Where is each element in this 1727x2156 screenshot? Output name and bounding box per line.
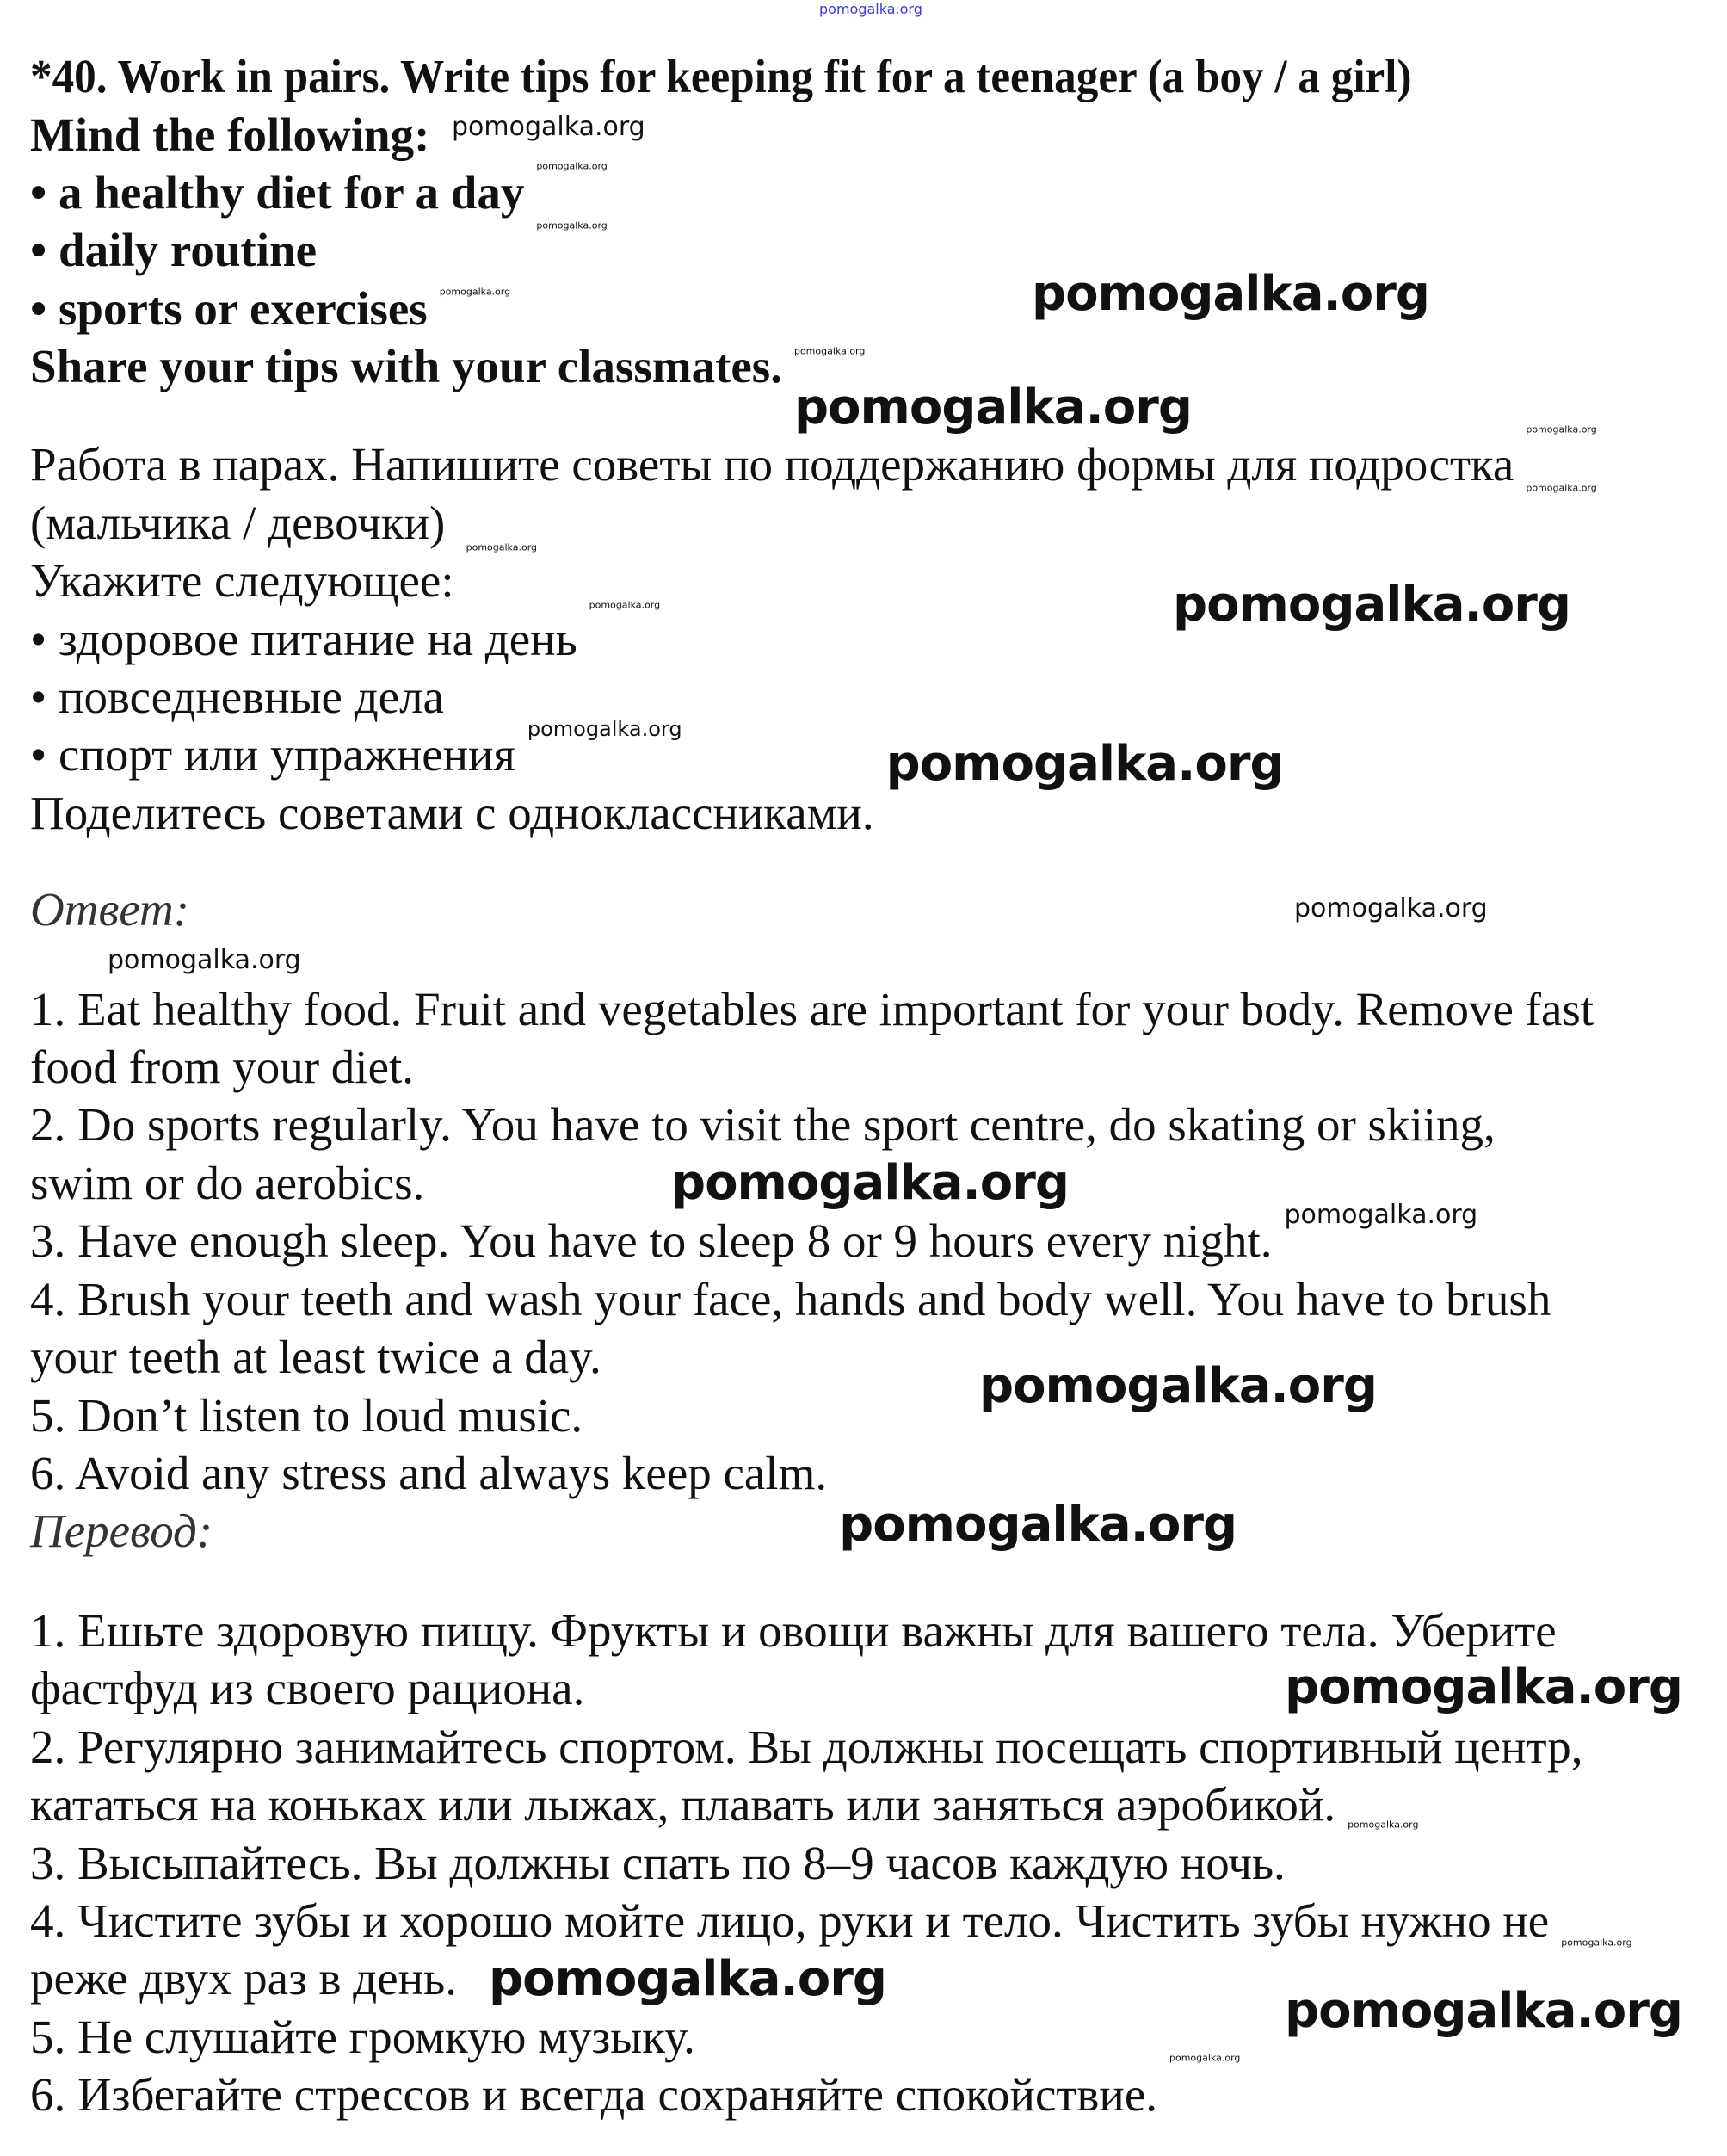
task-ru-line: • здоровое питание на день bbox=[30, 613, 577, 665]
translation-line: реже двух раз в день. bbox=[30, 1952, 457, 2005]
watermark[interactable]: pomogalka.org bbox=[819, 1, 922, 17]
translation-line: кататься на коньках или лыжах, плавать или заняться аэробикой. bbox=[30, 1778, 1336, 1831]
watermark: pomogalka.org bbox=[1285, 1659, 1682, 1715]
watermark: pomogalka.org bbox=[1294, 893, 1488, 924]
answer-label: Ответ: bbox=[30, 883, 190, 936]
task-ru-line: (мальчика / девочки) bbox=[30, 497, 446, 549]
watermark: pomogalka.org bbox=[1284, 1200, 1478, 1230]
translation-line: 3. Высыпайтесь. Вы должны спать по 8–9 часов каждую ночь. bbox=[30, 1837, 1286, 1889]
watermark: pomogalka.org bbox=[452, 112, 645, 142]
watermark: pomogalka.org bbox=[1169, 2052, 1241, 2064]
watermark: pomogalka.org bbox=[885, 736, 1284, 792]
watermark: pomogalka.org bbox=[839, 1497, 1237, 1553]
task-bullet: • sports or exercises bbox=[30, 282, 428, 335]
task-share: Share your tips with your classmates. bbox=[30, 340, 782, 392]
watermark: pomogalka.org bbox=[979, 1358, 1377, 1414]
task-bullet: • daily routine bbox=[30, 224, 318, 276]
task-title: *40. Work in pairs. Write tips for keeping fit for a teenager (a boy / a girl) bbox=[30, 50, 1412, 102]
task-ru-line: • спорт или упражнения bbox=[30, 728, 515, 781]
watermark: pomogalka.org bbox=[527, 717, 682, 741]
watermark: pomogalka.org bbox=[108, 945, 301, 975]
answer-line: 3. Have enough sleep. You have to sleep 8 or 9 hours every night. bbox=[30, 1214, 1273, 1267]
watermark: pomogalka.org bbox=[1032, 266, 1429, 322]
watermark: pomogalka.org bbox=[589, 599, 661, 611]
translation-line: фастфуд из своего рациона. bbox=[30, 1662, 585, 1714]
task-ru-line: Укажите следующее: bbox=[30, 554, 454, 607]
answer-line: 1. Eat healthy food. Fruit and vegetables are important for your body. Remove fast bbox=[30, 983, 1594, 1035]
task-mind: Mind the following: bbox=[30, 108, 430, 161]
answer-line: swim or do aerobics. bbox=[30, 1157, 425, 1209]
translation-label: Перевод: bbox=[30, 1504, 213, 1557]
answer-line: 4. Brush your teeth and wash your face, hands and body well. You have to brush bbox=[30, 1273, 1551, 1325]
answer-line: food from your diet. bbox=[30, 1041, 415, 1093]
translation-line: 1. Ешьте здоровую пищу. Фрукты и овощи важны для вашего тела. Уберите bbox=[30, 1604, 1557, 1657]
watermark: pomogalka.org bbox=[489, 1951, 886, 2007]
watermark: pomogalka.org bbox=[793, 380, 1192, 436]
watermark: pomogalka.org bbox=[1348, 1819, 1419, 1831]
task-ru-line: Поделитесь советами с одноклассниками. bbox=[30, 787, 874, 839]
watermark: pomogalka.org bbox=[1173, 577, 1570, 633]
watermark: pomogalka.org bbox=[536, 160, 608, 172]
answer-line: your teeth at least twice a day. bbox=[30, 1331, 601, 1383]
watermark: pomogalka.org bbox=[536, 219, 608, 232]
watermark: pomogalka.org bbox=[793, 345, 866, 357]
watermark: pomogalka.org bbox=[671, 1155, 1069, 1211]
answer-line: 5. Don’t listen to loud music. bbox=[30, 1389, 583, 1442]
translation-line: 2. Регулярно занимайтесь спортом. Вы должны посещать спортивный центр, bbox=[30, 1720, 1583, 1773]
translation-line: 6. Избегайте стрессов и всегда сохраняйте спокойствие. bbox=[30, 2068, 1157, 2121]
translation-line: 5. Не слушайте громкую музыку. bbox=[30, 2011, 695, 2063]
translation-line: 4. Чистите зубы и хорошо мойте лицо, руки и тело. Чистить зубы нужно не bbox=[30, 1894, 1550, 1947]
answer-line: 2. Do sports regularly. You have to visit the sport centre, do skating or skiing, bbox=[30, 1098, 1496, 1151]
watermark: pomogalka.org bbox=[466, 541, 538, 553]
watermark: pomogalka.org bbox=[439, 286, 511, 298]
watermark: pomogalka.org bbox=[1526, 423, 1597, 436]
watermark: pomogalka.org bbox=[1561, 1937, 1632, 1949]
task-ru-line: • повседневные дела bbox=[30, 670, 444, 723]
watermark: pomogalka.org bbox=[1526, 482, 1597, 494]
watermark: pomogalka.org bbox=[1285, 1983, 1682, 2039]
answer-line: 6. Avoid any stress and always keep calm. bbox=[30, 1447, 828, 1499]
task-bullet: • a healthy diet for a day bbox=[30, 166, 525, 219]
task-ru-line: Работа в парах. Напишите советы по поддержанию формы для подростка bbox=[30, 438, 1514, 491]
